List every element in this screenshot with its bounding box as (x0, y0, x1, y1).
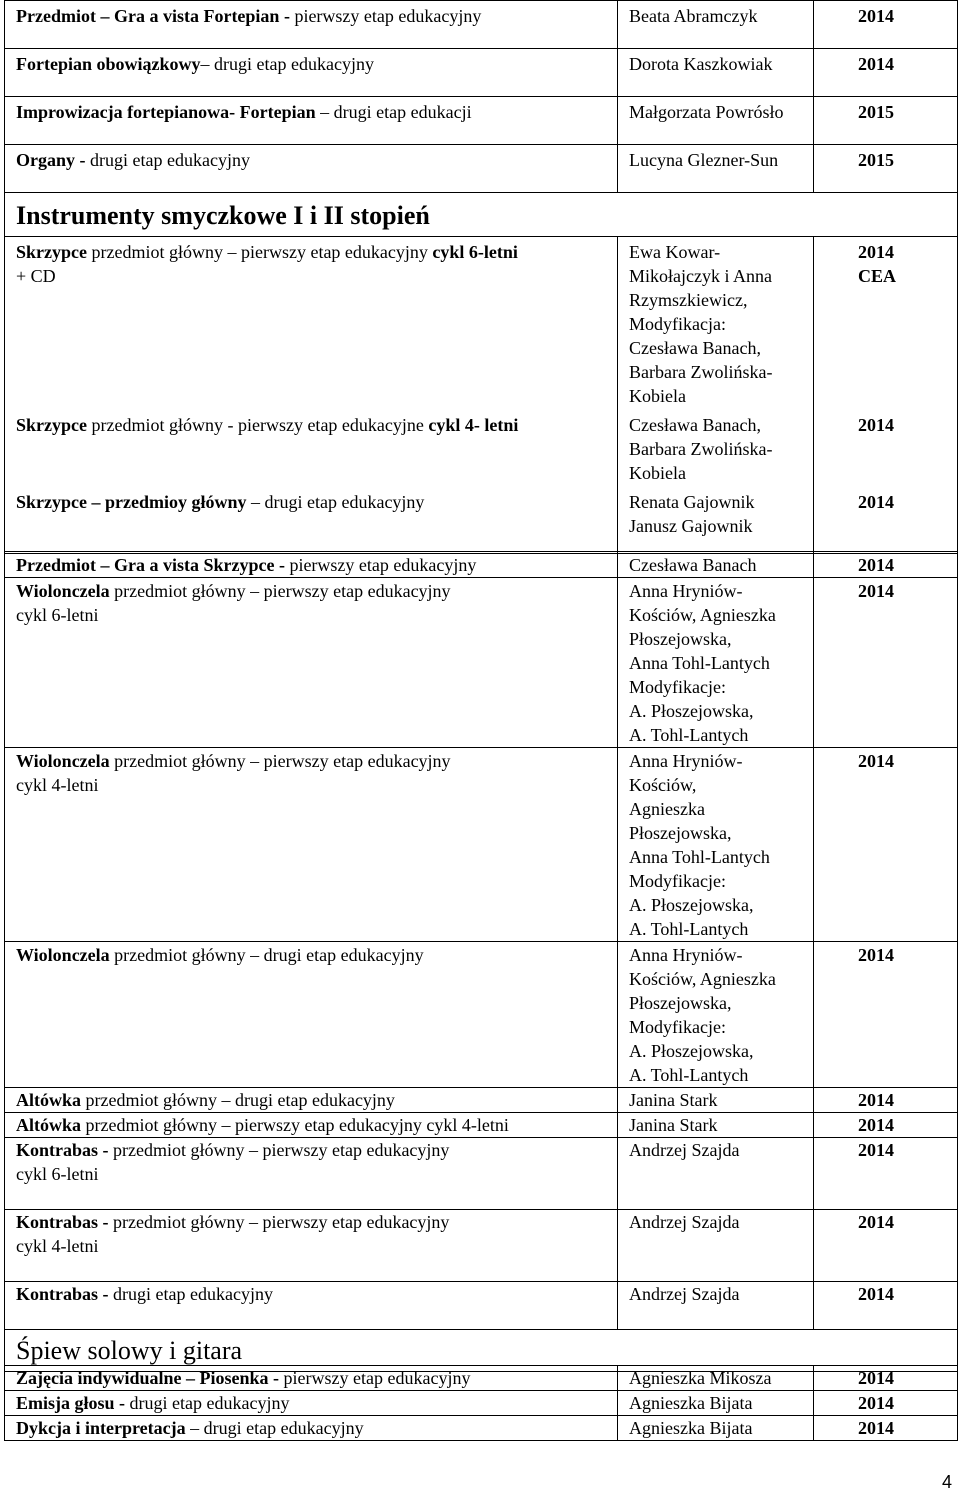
author-cell: Andrzej Szajda (618, 1282, 814, 1330)
title-cell: Skrzypce przedmiot główny - pierwszy etap edukacyjne cykl 4- letni (5, 410, 618, 487)
author-cell: Małgorzata Powrósło (618, 97, 814, 145)
year-cell: 2014 (814, 942, 958, 1088)
title-cell: Przedmiot – Gra a vista Fortepian - pierwszy etap edukacyjny (5, 1, 618, 49)
title-cell: Przedmiot – Gra a vista Skrzypce - pierwszy etap edukacyjny (5, 552, 618, 578)
author-cell: Anna Hryniów- Kościów, Agnieszka Płoszejowska, Modyfikacje: A. Płoszejowska, A. Tohl-Lantych (618, 942, 814, 1088)
title-cell: Kontrabas - drugi etap edukacyjny (5, 1282, 618, 1330)
table-row (5, 578, 958, 748)
year-cell: 2014 (814, 410, 958, 487)
title-cell: Kontrabas - przedmiot główny – pierwszy etap edukacyjny cykl 6-letni (5, 1138, 618, 1210)
title-cell: Fortepian obowiązkowy– drugi etap edukacyjny (5, 49, 618, 97)
year-cell: 2014 (814, 1113, 958, 1138)
year-cell: 2014 (814, 1088, 958, 1113)
author-cell: Dorota Kaszkowiak (618, 49, 814, 97)
table-row (5, 1210, 958, 1282)
author-cell: Janina Stark (618, 1088, 814, 1113)
author-cell: Agnieszka Bijata (618, 1416, 814, 1441)
table-row (5, 552, 958, 578)
year-cell: 2014 (814, 1210, 958, 1282)
title-cell: Dykcja i interpretacja – drugi etap edukacyjny (5, 1416, 618, 1441)
author-cell: Anna Hryniów- Kościów, Agnieszka Płoszejowska, Anna Tohl-Lantych Modyfikacje: A. Płoszejowska, A. Tohl-Lantych (618, 748, 814, 942)
author-cell: Beata Abramczyk (618, 1, 814, 49)
author-cell: Agnieszka Mikosza (618, 1366, 814, 1391)
author-cell: Andrzej Szajda (618, 1210, 814, 1282)
table-strings-bass (4, 551, 958, 1372)
table-row (5, 1416, 958, 1441)
table-row (5, 410, 958, 487)
page-number: 4 (941, 1472, 952, 1492)
table-row (5, 1, 958, 49)
author-cell: Czesława Banach (618, 552, 814, 578)
title-cell: Improwizacja fortepianowa- Fortepian – drugi etap edukacji (5, 97, 618, 145)
section-row (5, 193, 958, 237)
title-cell: Wiolonczela przedmiot główny – drugi etap edukacyjny (5, 942, 618, 1088)
year-cell: 2014 (814, 1, 958, 49)
table-row (5, 942, 958, 1088)
table-row (5, 1282, 958, 1330)
year-cell: 2014 (814, 552, 958, 578)
title-cell: Organy - drugi etap edukacyjny (5, 145, 618, 193)
title-cell: Altówka przedmiot główny – drugi etap edukacyjny (5, 1088, 618, 1113)
title-cell: Zajęcia indywidualne – Piosenka - pierwszy etap edukacyjny (5, 1366, 618, 1391)
table-row (5, 1391, 958, 1416)
year-cell: 2015 (814, 145, 958, 193)
author-cell: Ewa Kowar- Mikołajczyk i Anna Rzymszkiewicz, Modyfikacja: Czesława Banach, Barbara Zwolińska- Kobiela (618, 237, 814, 411)
table-row (5, 145, 958, 193)
table-piano-strings (4, 0, 958, 554)
author-cell: Anna Hryniów- Kościów, Agnieszka Płoszejowska, Anna Tohl-Lantych Modyfikacje: A. Płoszejowska, A. Tohl-Lantych (618, 578, 814, 748)
author-cell: Janina Stark (618, 1113, 814, 1138)
author-cell: Renata Gajownik Janusz Gajownik (618, 487, 814, 553)
year-cell: 2014 (814, 578, 958, 748)
title-cell: Kontrabas - przedmiot główny – pierwszy etap edukacyjny cykl 4-letni (5, 1210, 618, 1282)
author-cell: Agnieszka Bijata (618, 1391, 814, 1416)
title-cell: Emisja głosu - drugi etap edukacyjny (5, 1391, 618, 1416)
author-cell: Czesława Banach, Barbara Zwolińska- Kobiela (618, 410, 814, 487)
year-cell: 2014 CEA (814, 237, 958, 411)
table-row (5, 1088, 958, 1113)
year-cell: 2014 (814, 748, 958, 942)
title-cell: Wiolonczela przedmiot główny – pierwszy etap edukacyjny cykl 4-letni (5, 748, 618, 942)
table-row (5, 49, 958, 97)
table-row (5, 97, 958, 145)
table-row (5, 237, 958, 411)
table-row (5, 1138, 958, 1210)
year-cell: 2015 (814, 97, 958, 145)
table-singing (4, 1365, 958, 1441)
year-cell: 2014 (814, 1366, 958, 1391)
title-cell: Wiolonczela przedmiot główny – pierwszy etap edukacyjny cykl 6-letni (5, 578, 618, 748)
author-cell: Lucyna Glezner-Sun (618, 145, 814, 193)
title-cell: Skrzypce – przedmioy główny – drugi etap edukacyjny (5, 487, 618, 553)
table-row (5, 748, 958, 942)
year-cell: 2014 (814, 487, 958, 553)
title-cell: Skrzypce przedmiot główny – pierwszy etap edukacyjny cykl 6-letni + CD (5, 237, 618, 411)
table-row (5, 1113, 958, 1138)
section-title: Śpiew solowy i gitara (5, 1330, 958, 1372)
year-cell: 2014 (814, 1138, 958, 1210)
section-title: Instrumenty smyczkowe I i II stopień (5, 193, 958, 237)
author-cell: Andrzej Szajda (618, 1138, 814, 1210)
year-cell: 2014 (814, 1282, 958, 1330)
year-cell: 2014 (814, 1416, 958, 1441)
table-row (5, 487, 958, 553)
year-cell: 2014 (814, 1391, 958, 1416)
year-cell: 2014 (814, 49, 958, 97)
table-row (5, 1366, 958, 1391)
title-cell: Altówka przedmiot główny – pierwszy etap edukacyjny cykl 4-letni (5, 1113, 618, 1138)
